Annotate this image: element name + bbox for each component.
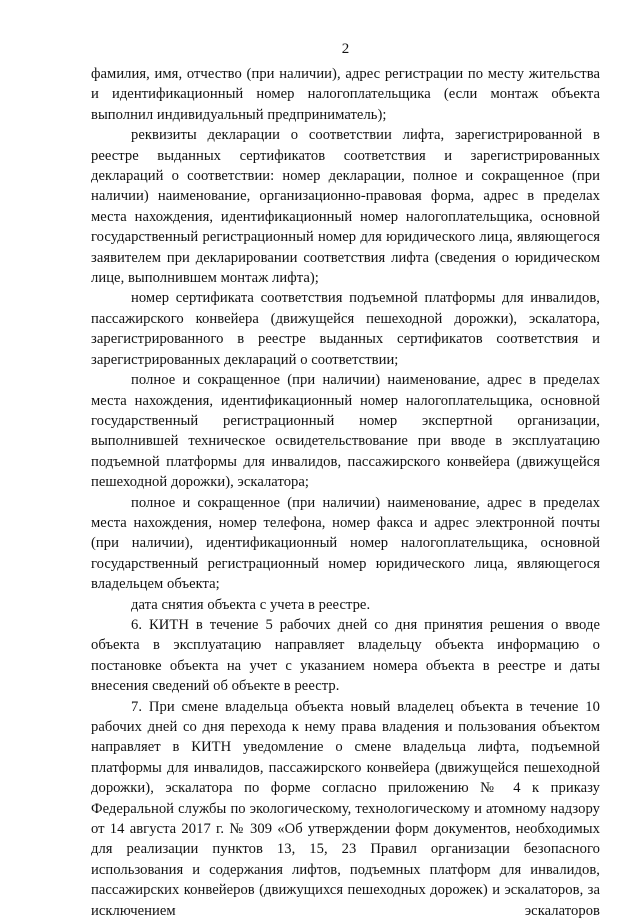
paragraph-item-6: 6. КИТН в течение 5 рабочих дней со дня принятия решения о вводе объекта в эксплуатацию направляет владельцу объекта информацию о постановке объекта на учет с указанием номера объекта в реестре и даты внесения сведений об объекте в реестр. [91,616,600,695]
paragraph-declaration-details: реквизиты декларации о соответствии лифта, зарегистрированной в реестре выданных сертификатов соответствия и зарегистрированных деклараций о соответствии: номер декларации, полное и сокращенное (при наличии) наименование, организационно-правовая форма, адрес в пределах места нахождения, идентификационный номер налогоплательщика, основной государственный регистрационный номер для юридического лица, являющегося заявителем при декларировании соответствия лифта (сведения о юридическом лице, выполнившем монтаж лифта); [91,127,600,287]
paragraph-certificate-number: номер сертификата соответствия подъемной платформы для инвалидов, пассажирского конвейера (движущейся пешеходной дорожки), эскалатора, зарегистрированного в реестре выданных сертификатов соответствия и зарегистрированных деклараций о соответствии; [91,290,600,368]
paragraph-deregistration-date: дата снятия объекта с учета в реестре. [131,596,371,613]
paragraph-expert-organization: полное и сокращенное (при наличии) наименование, адрес в пределах места нахождения, идентификационный номер налогоплательщика, основной государственный регистрационный номер экспертной организации, выполнившей техническое освидетельствование при вводе в эксплуатацию подъемной платформы для инвалидов, пассажирского конвейера (движущейся пешеходной дорожки), эскалатора; [91,372,600,491]
paragraph-item-7: 7. При смене владельца объекта новый владелец объекта в течение 10 рабочих дней со дня перехода к нему права владения и пользования объектом направляет в КИТН уведомление о смене владельца лифта, подъемной платформы для инвалидов, пассажирского конвейера (движущейся пешеходной дорожки), эскалатора по форме согласно приложению № 4 к приказу Федеральной службы по экологическому, технологическому и атомному надзору от 14 августа 2017 г. № 309 «Об утверждении форм документов, необходимых для реализации пунктов 13, 15, 23 Правил организации безопасного использования и содержания лифтов, подъемных платформ для инвалидов, пассажирских конвейеров (движущихся пешеходных дорожек) и эскалаторов, за исключением эскалаторов [91,698,600,919]
page-number: 2 [341,41,350,57]
paragraph-entrepreneur-details: фамилия, имя, отчество (при наличии), адрес регистрации по месту жительства и идентификационный номер налогоплательщика (если монтаж объекта выполнил индивидуальный предприниматель); [91,66,600,123]
paragraph-owner-details: полное и сокращенное (при наличии) наименование, адрес в пределах места нахождения, номер телефона, номер факса и адрес электронной почты (при наличии), идентификационный номер налогоплательщика, основной государственный регистрационный номер юридического лица, являющегося владельцем объекта; [91,494,600,593]
